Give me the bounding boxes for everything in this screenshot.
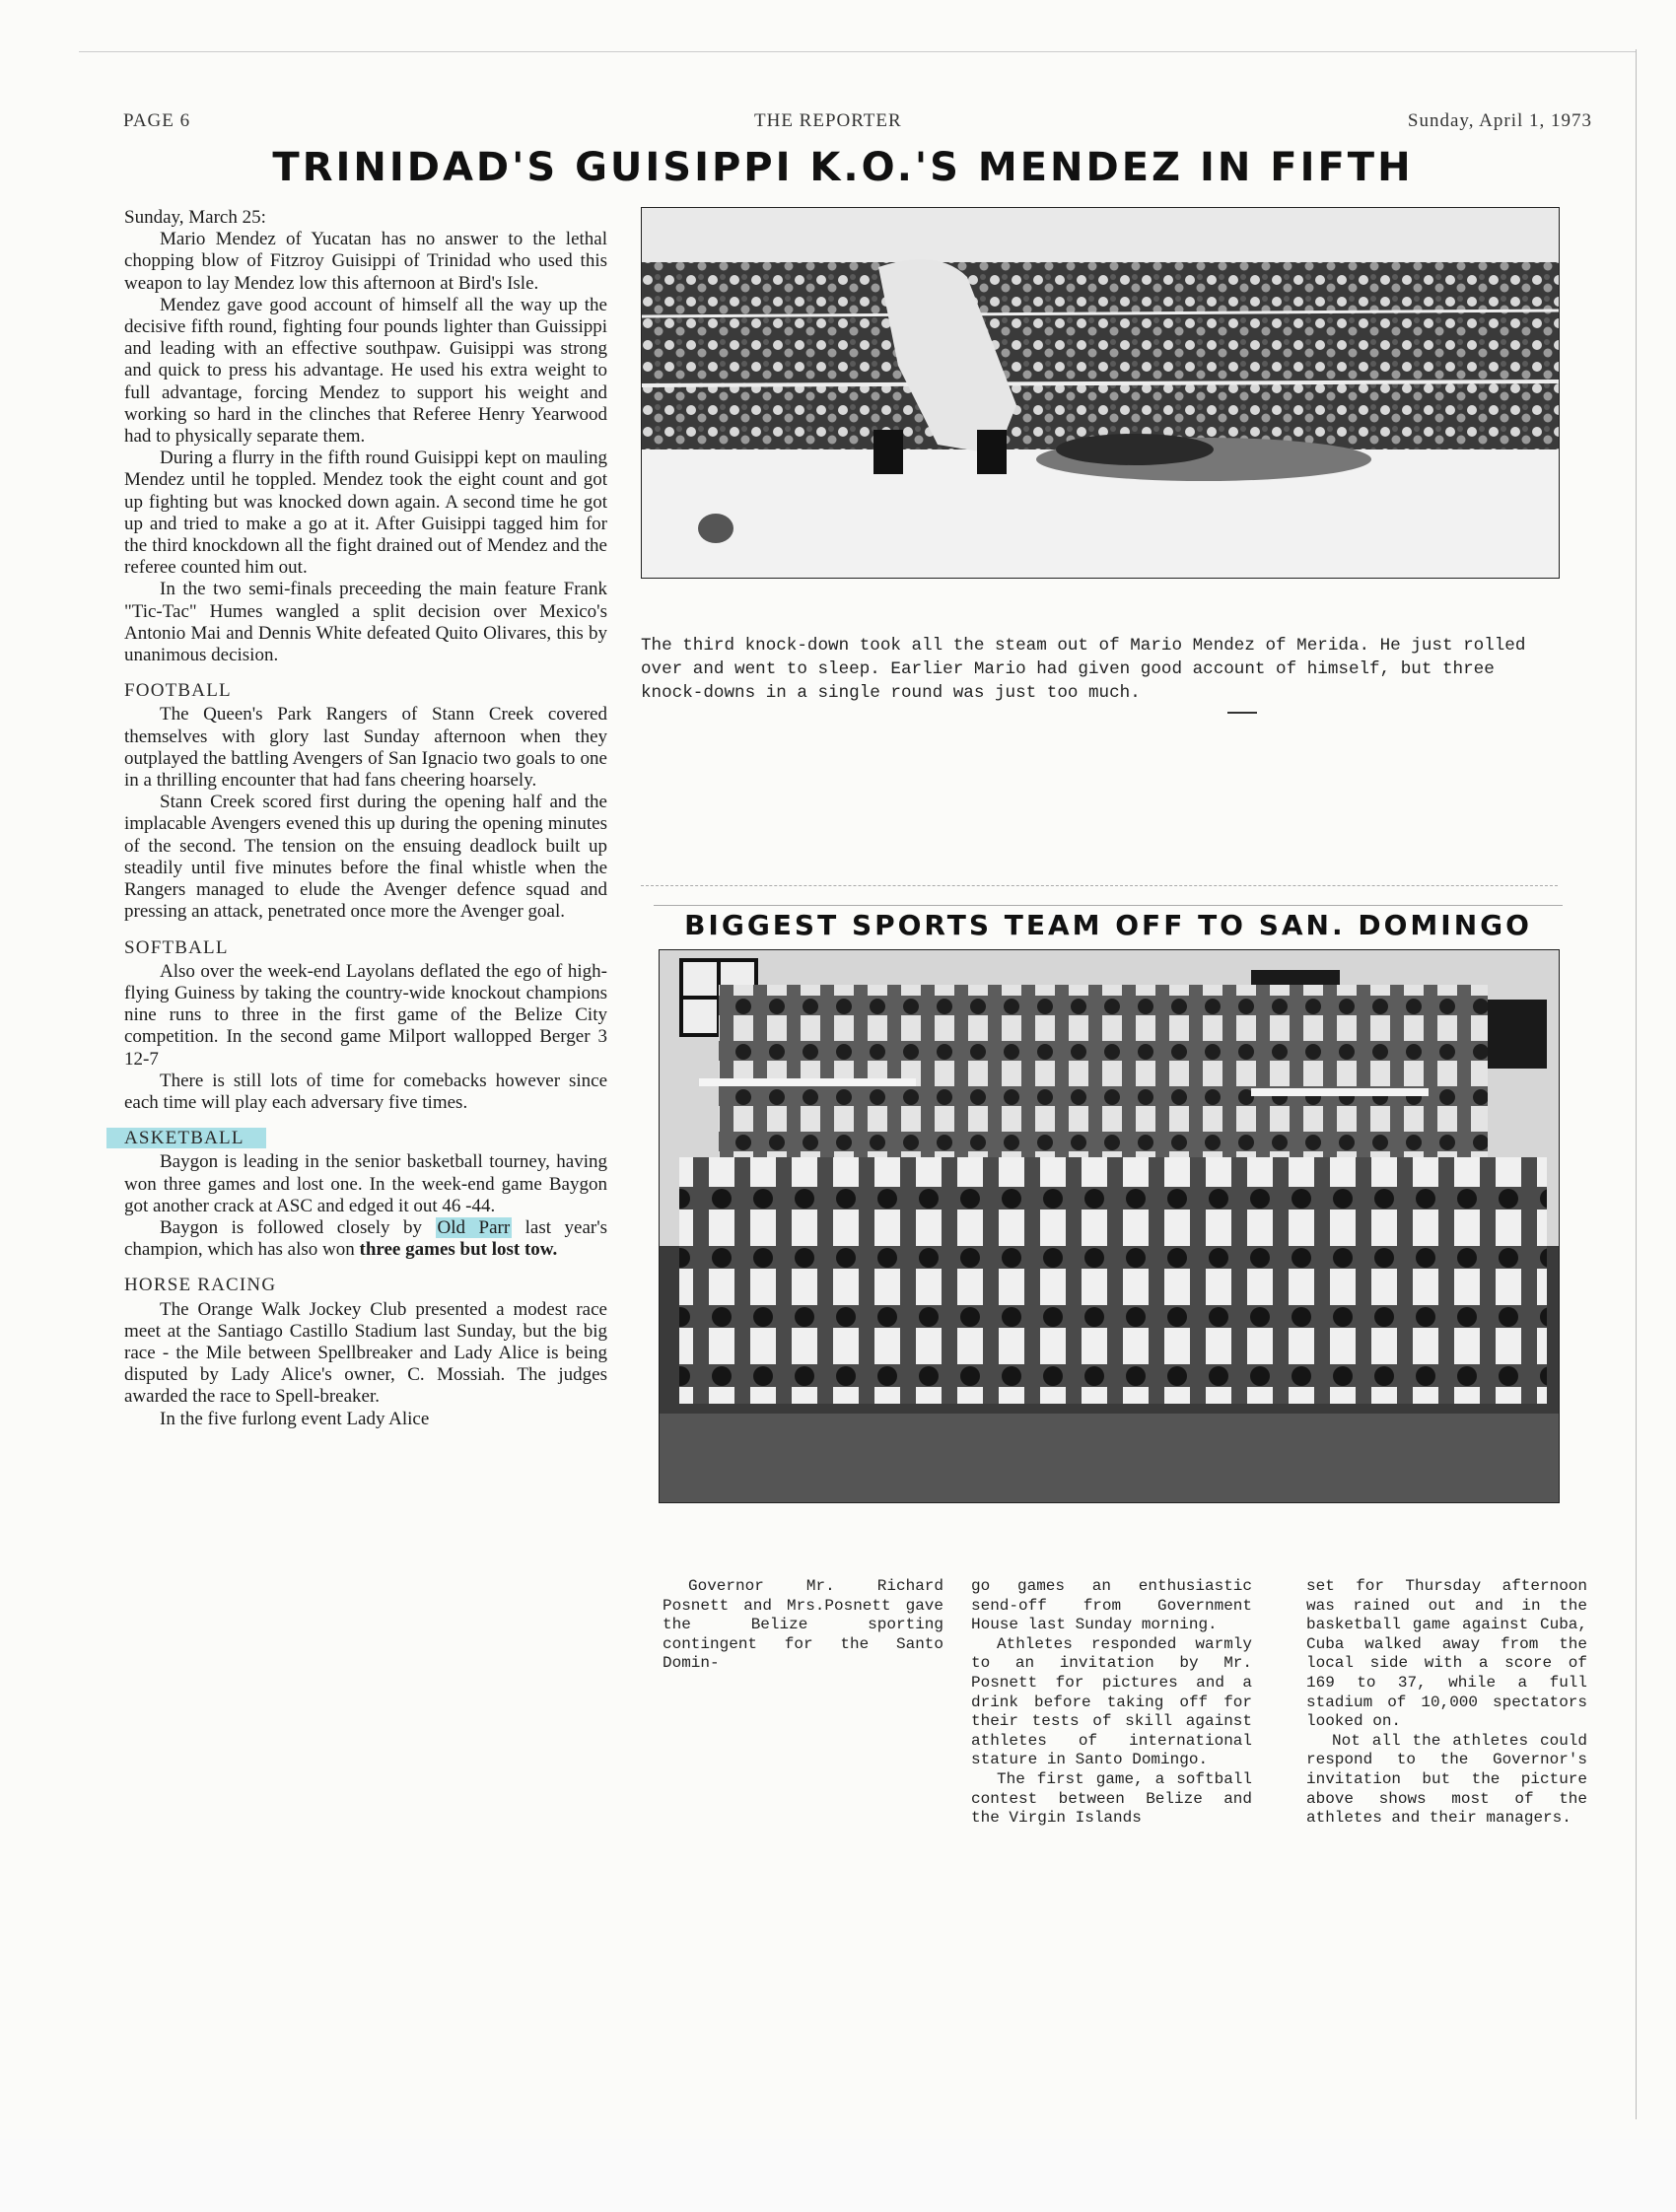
team-caption-column-1 [663, 1577, 943, 1674]
boxing-photo-caption: The third knock-down took all the steam out of Mario Mendez of Merida. He just rolled over and went to sleep. Earlier Mario had given good account of himself, but three knock-downs in a single round was just too much. [641, 636, 1526, 703]
basketball-paragraph-2 [124, 1217, 607, 1261]
dotted-separator [641, 885, 1558, 886]
team-caption-paragraph: Not all the athletes could respond to the Governor's invitation but the picture above shows most of the athletes and their managers. [1306, 1731, 1587, 1828]
team-caption-column-3 [1306, 1577, 1587, 1829]
horse-racing-paragraph: In the five furlong event Lady Alice [160, 1408, 430, 1429]
boxing-paragraph: Mario Mendez of Yucatan has no answer to the lethal chopping blow of Fitzroy Guisippi of Trinidad who used this weapon to lay Mendez low this afternoon at Bird's Isle. [124, 229, 607, 294]
highlighted-team-name: Old Parr [437, 1216, 511, 1238]
team-caption-paragraph: Governor Mr. Richard Posnett and Mrs.Posnett gave the Belize sporting contingent for the Santo Domin- [663, 1577, 943, 1673]
bold-text: three games but lost tow. [359, 1239, 558, 1261]
page-edge-right [1636, 49, 1637, 2119]
main-headline: TRINIDAD'S GUISIPPI K.O.'S MENDEZ IN FIFTH [272, 145, 1414, 190]
highlighted-heading: ASKETBALL [106, 1128, 266, 1148]
page-number: PAGE 6 [123, 110, 191, 131]
team-caption-paragraph: set for Thursday afternoon was rained out and in the basketball game against Cuba, Cuba walked away from the local side with a score of 169 to 37, while a full stadium of 10,000 spectators looked on. [1306, 1577, 1587, 1731]
masthead [123, 110, 1592, 140]
team-caption-paragraph: go games an enthusiastic send-off from Government House last Sunday morning. [971, 1577, 1252, 1634]
paper-name: THE REPORTER [754, 110, 902, 131]
softball-heading: SOFTBALL [124, 936, 229, 958]
team-caption-paragraph: The first game, a softball contest between Belize and the Virgin Islands [971, 1769, 1252, 1828]
boxing-photo-art [642, 208, 1559, 578]
horse-racing-heading: HORSE RACING [124, 1275, 277, 1296]
boxing-dateline: Sunday, March 25: [124, 207, 266, 228]
issue-date: Sunday, April 1, 1973 [1407, 110, 1592, 131]
team-story-headline: BIGGEST SPORTS TEAM OFF TO SAN. DOMINGO [684, 909, 1532, 941]
football-paragraph: The Queen's Park Rangers of Stann Creek covered themselves with glory last Sunday afternoon when they outplayed the battling Avengers of San Ignacio two goals to one in a thrilling encounter that had fans cheering hoarsely. [124, 704, 607, 792]
boxing-knockdown-photo [641, 207, 1560, 579]
softball-paragraph: There is still lots of time for comebacks however since each time will play each adversary five times. [124, 1070, 607, 1113]
team-caption-paragraph: Athletes responded warmly to an invitation by Mr. Posnett for pictures and a drink before taking off for their tests of skill against athletes of international stature in Santo Domingo. [971, 1634, 1252, 1769]
left-column [124, 207, 607, 1430]
caption-rule [1227, 712, 1257, 714]
boxing-paragraph: Mendez gave good account of himself all the way up the decisive fifth round, fighting four pounds lighter than Guissippi and leading with an effective southpaw. Guisippi was strong and quick to press his advantage. He used his extra weight to full advantage, forcing Mendez to support his weight and working so hard in the clinches that Referee Henry Yearwood had to physically separate them. [124, 294, 607, 448]
horse-racing-paragraph: The Orange Walk Jockey Club presented a modest race meet at the Santiago Castillo Stadium last Sunday, but the big race - the Mile between Spellbreaker and Lady Alice is being disputed by Lady Alice's owner, C. Mossiah. The judges awarded the race to Spell-breaker. [124, 1298, 607, 1408]
boxing-paragraph: In the two semi-finals preceeding the main feature Frank "Tic-Tac" Humes wangled a split decision over Mexico's Antonio Mai and Dennis White defeated Quito Olivares, this by unanimous decision. [124, 579, 607, 666]
basketball-heading [124, 1128, 607, 1149]
football-heading: FOOTBALL [124, 680, 232, 702]
team-caption-column-2 [971, 1577, 1252, 1829]
basketball-paragraph: Baygon is leading in the senior basketball tourney, having won three games and lost one. In the week-end game Baygon got another crack at ASC and edged it out 46 -44. [124, 1151, 607, 1216]
sports-team-group-photo [659, 949, 1560, 1503]
softball-paragraph: Also over the week-end Layolans deflated the ego of high-flying Guiness by taking the country-wide knockout champions nine runs to three in the first game of the Belize City competition. In the second game Milport wallopped Berger 3 12-7 [124, 960, 607, 1070]
scan-margin-bottom [0, 2139, 1676, 2212]
text-run: Baygon is followed closely by [160, 1216, 423, 1238]
page-edge-top [79, 51, 1637, 52]
boxing-paragraph: During a flurry in the fifth round Guisippi kept on mauling Mendez until he toppled. Mendez took the eight count and got up fighting but was knocked down again. A second time he got up and tried to make a go at it. After Guisippi tagged him for the third knockdown all the fight drained out of Mendez and the referee counted him out. [124, 448, 607, 579]
text-run: last year's champion, which has also won [124, 1216, 608, 1261]
football-paragraph: Stann Creek scored first during the opening half and the implacable Avengers evened this up during the opening minutes of the second. The tension on the ensuing deadlock built up steadily until five minutes before the final whistle when the Rangers managed to elude the Avenger defence squad and pressing an attack, penetrated once more the Avenger goal. [124, 792, 607, 923]
team-photo-art [660, 950, 1559, 1502]
